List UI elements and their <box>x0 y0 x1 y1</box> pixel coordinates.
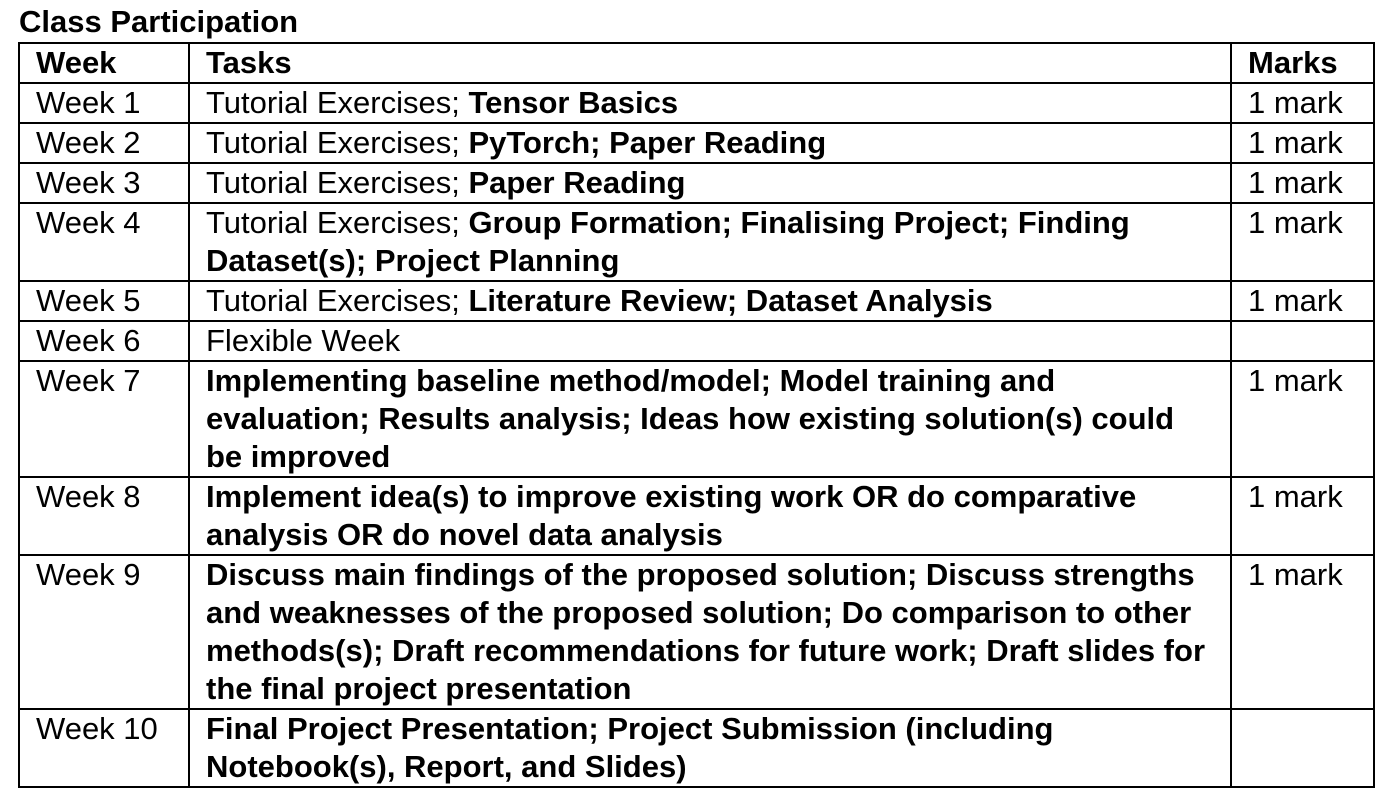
tasks-plain-text: Tutorial Exercises; <box>206 125 469 160</box>
week-cell: Week 4 <box>19 203 189 281</box>
marks-cell: 1 mark <box>1231 477 1374 555</box>
tasks-plain-text: Tutorial Exercises; <box>206 283 469 318</box>
tasks-cell <box>189 123 1231 163</box>
week-cell: Week 9 <box>19 555 189 709</box>
participation-table <box>18 42 1375 788</box>
table-row <box>19 281 1374 321</box>
header-row <box>19 43 1374 83</box>
tasks-bold-text: Implement idea(s) to improve existing work OR do comparative analysis OR do novel data analysis <box>206 479 1137 552</box>
week-cell: Week 10 <box>19 709 189 787</box>
tasks-cell <box>189 555 1231 709</box>
header-week: Week <box>19 43 189 83</box>
marks-cell: 1 mark <box>1231 163 1374 203</box>
tasks-cell <box>189 83 1231 123</box>
tasks-bold-text: Discuss main findings of the proposed solution; Discuss strengths and weaknesses of the proposed solution; Do comparison to other methods(s); Draft recommendations for future work; Draft slides for the final project presentation <box>206 557 1206 706</box>
section-title: Class Participation <box>19 4 299 39</box>
table-row <box>19 321 1374 361</box>
tasks-cell <box>189 281 1231 321</box>
table-row <box>19 163 1374 203</box>
week-cell: Week 3 <box>19 163 189 203</box>
document-page <box>18 4 1373 788</box>
tasks-plain-text: Tutorial Exercises; <box>206 205 469 240</box>
tasks-cell <box>189 321 1231 361</box>
tasks-bold-text: Implementing baseline method/model; Model training and evaluation; Results analysis; Ideas how existing solution(s) could be improved <box>206 363 1175 474</box>
tasks-cell <box>189 203 1231 281</box>
marks-cell <box>1231 321 1374 361</box>
marks-cell: 1 mark <box>1231 203 1374 281</box>
tasks-cell <box>189 163 1231 203</box>
table-body <box>19 83 1374 787</box>
week-cell: Week 5 <box>19 281 189 321</box>
tasks-bold-text: Tensor Basics <box>468 85 679 120</box>
tasks-plain-text: Tutorial Exercises; <box>206 85 469 120</box>
week-cell: Week 8 <box>19 477 189 555</box>
marks-cell: 1 mark <box>1231 361 1374 477</box>
week-cell: Week 1 <box>19 83 189 123</box>
tasks-cell <box>189 361 1231 477</box>
tasks-cell <box>189 477 1231 555</box>
marks-cell: 1 mark <box>1231 281 1374 321</box>
tasks-plain-text: Flexible Week <box>206 323 401 358</box>
tasks-plain-text: Tutorial Exercises; <box>206 165 469 200</box>
marks-cell <box>1231 709 1374 787</box>
week-cell: Week 2 <box>19 123 189 163</box>
marks-cell: 1 mark <box>1231 555 1374 709</box>
tasks-bold-text: Literature Review; Dataset Analysis <box>468 283 993 318</box>
table-row <box>19 709 1374 787</box>
table-header <box>19 43 1374 83</box>
tasks-bold-text: Paper Reading <box>468 165 686 200</box>
tasks-bold-text: Group Formation; Finalising Project; Finding Dataset(s); Project Planning <box>206 205 1130 278</box>
tasks-bold-text: PyTorch; Paper Reading <box>468 125 827 160</box>
marks-cell: 1 mark <box>1231 83 1374 123</box>
table-row <box>19 361 1374 477</box>
week-cell: Week 6 <box>19 321 189 361</box>
marks-cell: 1 mark <box>1231 123 1374 163</box>
tasks-cell <box>189 709 1231 787</box>
week-cell: Week 7 <box>19 361 189 477</box>
table-row <box>19 83 1374 123</box>
header-marks: Marks <box>1231 43 1374 83</box>
table-row <box>19 123 1374 163</box>
tasks-bold-text: Final Project Presentation; Project Submission (including Notebook(s), Report, and Slides) <box>206 711 1054 784</box>
table-row <box>19 555 1374 709</box>
table-row <box>19 477 1374 555</box>
header-tasks: Tasks <box>189 43 1231 83</box>
table-row <box>19 203 1374 281</box>
